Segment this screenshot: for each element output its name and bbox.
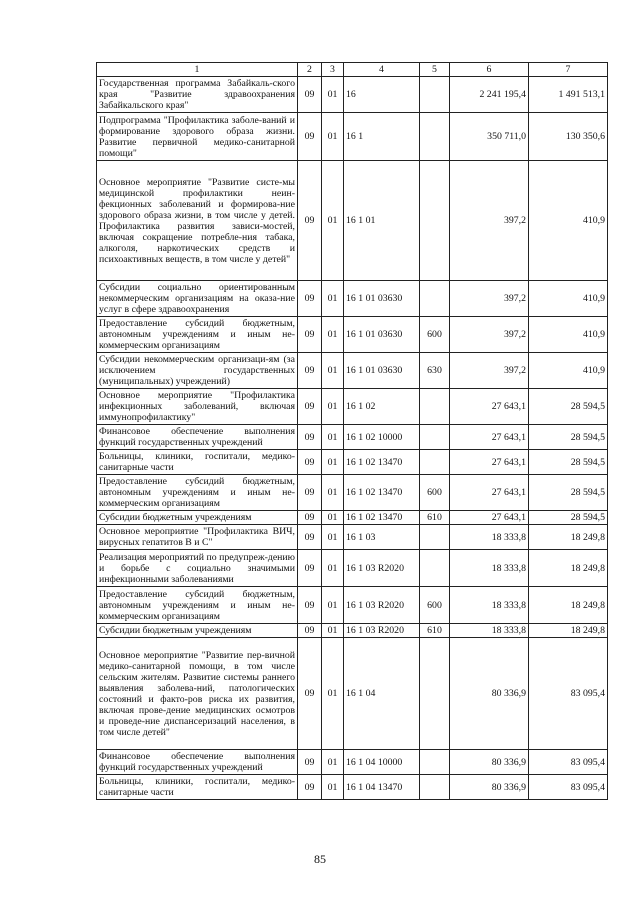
cell-vr: 600 xyxy=(420,475,450,511)
cell-name: Реализация мероприятий по предупреж-дению и борьбе с социально значимыми инфекционными заболеваниями xyxy=(97,550,298,587)
column-header: 5 xyxy=(420,63,450,77)
cell-name: Финансовое обеспечение выполнения функций государственных учреждений xyxy=(97,750,298,775)
cell-rz: 09 xyxy=(298,550,322,587)
table-row xyxy=(97,638,608,750)
cell-name: Субсидии социально ориентированным некоммерческим организациям на оказа-ние услуг в сфере здравоохранения xyxy=(97,281,298,317)
cell-csr: 16 1 02 13470 xyxy=(344,450,420,475)
table-row xyxy=(97,77,608,113)
cell-name: Субсидии некоммерческим организаци-ям (за исключением государственных (муниципальных) учреждений) xyxy=(97,353,298,389)
cell-vr xyxy=(420,113,450,161)
cell-v1: 397,2 xyxy=(450,353,529,389)
cell-name: Субсидии бюджетным учреждениям xyxy=(97,624,298,638)
column-header: 7 xyxy=(529,63,608,77)
cell-vr xyxy=(420,77,450,113)
cell-name: Государственная программа Забайкаль-ского края "Развитие здравоохранения Забайкальского края" xyxy=(97,77,298,113)
cell-v1: 2 241 195,4 xyxy=(450,77,529,113)
cell-v1: 27 643,1 xyxy=(450,389,529,425)
cell-csr: 16 xyxy=(344,77,420,113)
cell-vr xyxy=(420,750,450,775)
table-row xyxy=(97,389,608,425)
cell-pr: 01 xyxy=(322,77,344,113)
cell-pr: 01 xyxy=(322,425,344,450)
cell-v1: 80 336,9 xyxy=(450,638,529,750)
cell-csr: 16 1 02 xyxy=(344,389,420,425)
cell-pr: 01 xyxy=(322,450,344,475)
cell-vr xyxy=(420,281,450,317)
cell-name: Финансовое обеспечение выполнения функций государственных учреждений xyxy=(97,425,298,450)
cell-v2: 28 594,5 xyxy=(529,475,608,511)
cell-vr xyxy=(420,525,450,550)
cell-v1: 80 336,9 xyxy=(450,775,529,800)
cell-rz: 09 xyxy=(298,475,322,511)
column-header: 6 xyxy=(450,63,529,77)
cell-rz: 09 xyxy=(298,587,322,624)
cell-v2: 410,9 xyxy=(529,161,608,281)
cell-v2: 410,9 xyxy=(529,353,608,389)
cell-csr: 16 1 04 13470 xyxy=(344,775,420,800)
cell-name: Субсидии бюджетным учреждениям xyxy=(97,511,298,525)
cell-csr: 16 1 03 R2020 xyxy=(344,587,420,624)
column-header: 1 xyxy=(97,63,298,77)
cell-csr: 16 1 01 03630 xyxy=(344,317,420,353)
cell-pr: 01 xyxy=(322,750,344,775)
cell-rz: 09 xyxy=(298,775,322,800)
cell-pr: 01 xyxy=(322,475,344,511)
table-row xyxy=(97,511,608,525)
cell-csr: 16 1 03 xyxy=(344,525,420,550)
table-row xyxy=(97,550,608,587)
table-row xyxy=(97,353,608,389)
table-row xyxy=(97,525,608,550)
cell-name: Больницы, клиники, госпитали, медико-санитарные части xyxy=(97,450,298,475)
cell-pr: 01 xyxy=(322,317,344,353)
cell-v1: 18 333,8 xyxy=(450,624,529,638)
table-header-row xyxy=(97,63,608,77)
cell-vr xyxy=(420,425,450,450)
cell-csr: 16 1 03 R2020 xyxy=(344,550,420,587)
cell-v2: 1 491 513,1 xyxy=(529,77,608,113)
cell-v1: 18 333,8 xyxy=(450,550,529,587)
cell-rz: 09 xyxy=(298,77,322,113)
budget-table-body xyxy=(97,63,608,800)
cell-v1: 27 643,1 xyxy=(450,450,529,475)
cell-pr: 01 xyxy=(322,624,344,638)
column-header: 2 xyxy=(298,63,322,77)
cell-rz: 09 xyxy=(298,389,322,425)
cell-pr: 01 xyxy=(322,511,344,525)
cell-v1: 27 643,1 xyxy=(450,425,529,450)
cell-vr xyxy=(420,389,450,425)
cell-v1: 18 333,8 xyxy=(450,525,529,550)
cell-pr: 01 xyxy=(322,525,344,550)
table-row xyxy=(97,161,608,281)
cell-pr: 01 xyxy=(322,353,344,389)
cell-vr: 610 xyxy=(420,511,450,525)
cell-csr: 16 1 03 R2020 xyxy=(344,624,420,638)
cell-csr: 16 1 04 xyxy=(344,638,420,750)
cell-vr: 600 xyxy=(420,317,450,353)
cell-rz: 09 xyxy=(298,525,322,550)
table-row xyxy=(97,475,608,511)
cell-name: Основное мероприятие "Профилактика инфекционных заболеваний, включая иммунопрофилактику" xyxy=(97,389,298,425)
cell-csr: 16 1 02 10000 xyxy=(344,425,420,450)
cell-v2: 83 095,4 xyxy=(529,775,608,800)
cell-rz: 09 xyxy=(298,281,322,317)
cell-v1: 350 711,0 xyxy=(450,113,529,161)
cell-v1: 397,2 xyxy=(450,317,529,353)
page-number: 85 xyxy=(314,852,326,866)
cell-pr: 01 xyxy=(322,775,344,800)
cell-rz: 09 xyxy=(298,353,322,389)
cell-csr: 16 1 02 13470 xyxy=(344,475,420,511)
cell-name: Предоставление субсидий бюджетным, автономным учреждениям и иным не-коммерческим организациям xyxy=(97,587,298,624)
cell-v2: 18 249,8 xyxy=(529,587,608,624)
cell-csr: 16 1 xyxy=(344,113,420,161)
cell-csr: 16 1 02 13470 xyxy=(344,511,420,525)
cell-vr xyxy=(420,450,450,475)
cell-pr: 01 xyxy=(322,113,344,161)
cell-pr: 01 xyxy=(322,638,344,750)
table-row xyxy=(97,317,608,353)
cell-pr: 01 xyxy=(322,161,344,281)
cell-v1: 397,2 xyxy=(450,161,529,281)
cell-vr xyxy=(420,550,450,587)
cell-vr xyxy=(420,638,450,750)
column-header: 3 xyxy=(322,63,344,77)
cell-v2: 130 350,6 xyxy=(529,113,608,161)
cell-csr: 16 1 04 10000 xyxy=(344,750,420,775)
cell-rz: 09 xyxy=(298,750,322,775)
cell-name: Подпрограмма "Профилактика заболе-ваний и формирование здорового образа жизни. Развитие первичной медико-санитарной помощи" xyxy=(97,113,298,161)
table-row xyxy=(97,113,608,161)
cell-rz: 09 xyxy=(298,450,322,475)
cell-vr xyxy=(420,775,450,800)
cell-name: Основное мероприятие "Развитие пер-вичной медико-санитарной помощи, в том числе сельским жителям. Развитие системы раннего выявления заболева-ний, патологических состояний и факто-ров риска их развития, включая прове-дение медицинских осмотров и проведе-ние диспансеризаций населения, в том числе детей" xyxy=(97,638,298,750)
table-row xyxy=(97,624,608,638)
cell-v1: 18 333,8 xyxy=(450,587,529,624)
budget-table xyxy=(96,62,608,800)
cell-rz: 09 xyxy=(298,624,322,638)
cell-v2: 28 594,5 xyxy=(529,511,608,525)
cell-pr: 01 xyxy=(322,550,344,587)
cell-v1: 27 643,1 xyxy=(450,511,529,525)
cell-vr: 630 xyxy=(420,353,450,389)
cell-v2: 18 249,8 xyxy=(529,550,608,587)
cell-pr: 01 xyxy=(322,587,344,624)
cell-name: Основное мероприятие "Развитие систе-мы медицинской профилактики неин-фекционных заболеваний и формирова-ние здорового образа жизни, в том числе у детей. Профилактика развития зависи-мостей, включая сокращение потребле-ния табака, алкоголя, наркотических средств и психоактивных веществ, в том числе у детей" xyxy=(97,161,298,281)
cell-v2: 18 249,8 xyxy=(529,525,608,550)
cell-vr: 610 xyxy=(420,624,450,638)
cell-v2: 83 095,4 xyxy=(529,750,608,775)
cell-rz: 09 xyxy=(298,511,322,525)
table-row xyxy=(97,281,608,317)
cell-v1: 27 643,1 xyxy=(450,475,529,511)
cell-name: Больницы, клиники, госпитали, медико-санитарные части xyxy=(97,775,298,800)
cell-rz: 09 xyxy=(298,113,322,161)
cell-v2: 28 594,5 xyxy=(529,389,608,425)
cell-csr: 16 1 01 xyxy=(344,161,420,281)
table-row xyxy=(97,775,608,800)
cell-rz: 09 xyxy=(298,638,322,750)
table-row xyxy=(97,587,608,624)
cell-name: Предоставление субсидий бюджетным, автономным учреждениям и иным не-коммерческим организациям xyxy=(97,475,298,511)
cell-rz: 09 xyxy=(298,425,322,450)
cell-name: Предоставление субсидий бюджетным, автономным учреждениям и иным не-коммерческим организациям xyxy=(97,317,298,353)
table-row xyxy=(97,425,608,450)
cell-v2: 28 594,5 xyxy=(529,450,608,475)
column-header: 4 xyxy=(344,63,420,77)
cell-vr xyxy=(420,161,450,281)
cell-name: Основное мероприятие "Профилактика ВИЧ, вирусных гепатитов В и С" xyxy=(97,525,298,550)
cell-v2: 18 249,8 xyxy=(529,624,608,638)
cell-pr: 01 xyxy=(322,281,344,317)
cell-v2: 83 095,4 xyxy=(529,638,608,750)
table-row xyxy=(97,450,608,475)
table-row xyxy=(97,750,608,775)
cell-v2: 410,9 xyxy=(529,317,608,353)
cell-v1: 397,2 xyxy=(450,281,529,317)
cell-rz: 09 xyxy=(298,161,322,281)
cell-csr: 16 1 01 03630 xyxy=(344,281,420,317)
cell-v2: 28 594,5 xyxy=(529,425,608,450)
cell-v1: 80 336,9 xyxy=(450,750,529,775)
cell-csr: 16 1 01 03630 xyxy=(344,353,420,389)
cell-vr: 600 xyxy=(420,587,450,624)
cell-rz: 09 xyxy=(298,317,322,353)
cell-pr: 01 xyxy=(322,389,344,425)
cell-v2: 410,9 xyxy=(529,281,608,317)
